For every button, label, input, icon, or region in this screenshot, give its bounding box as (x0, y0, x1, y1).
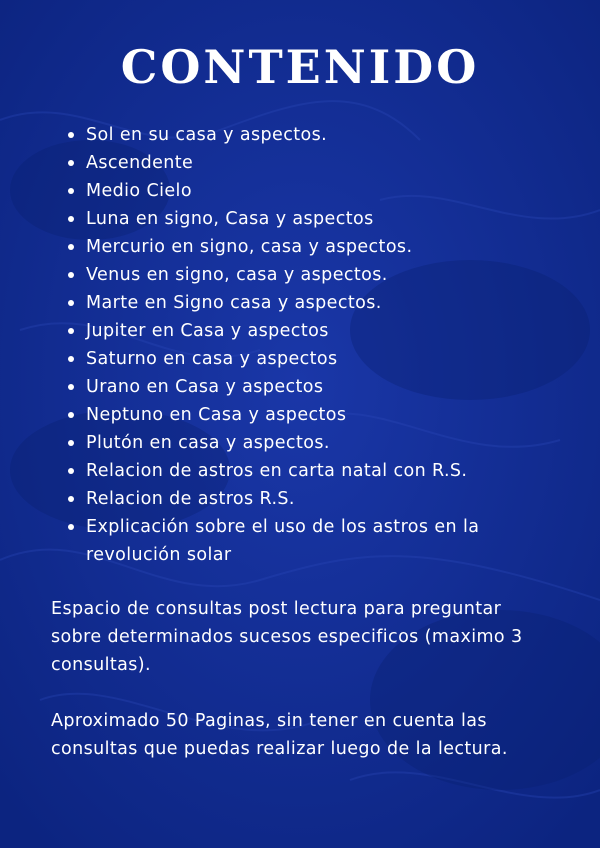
list-item (66, 457, 526, 485)
list-item-text: Marte en Signo casa y aspectos. (86, 293, 382, 313)
bullet-icon (68, 440, 74, 446)
list-item (66, 233, 526, 261)
list-item-text: Urano en Casa y aspectos (86, 377, 324, 397)
list-item-text: Neptuno en Casa y aspectos (86, 405, 347, 425)
bullet-icon (68, 328, 74, 334)
bullet-icon (68, 384, 74, 390)
list-item-text: Sol en su casa y aspectos. (86, 125, 328, 145)
page-title: CONTENIDO (120, 40, 480, 94)
list-item (66, 373, 526, 401)
list-item-text: Saturno en casa y aspectos (86, 349, 338, 369)
list-item (66, 485, 526, 513)
list-item (66, 317, 526, 345)
bullet-icon (68, 132, 74, 138)
paginas-paragraph: Aproximado 50 Paginas, sin tener en cuenta las consultas que puedas realizar luego de la lectura. (51, 711, 508, 759)
list-item (66, 513, 526, 569)
list-item (66, 177, 526, 205)
bullet-icon (68, 496, 74, 502)
consultas-paragraph: Espacio de consultas post lectura para preguntar sobre determinados sucesos especificos (maximo 3 consultas). (51, 599, 523, 675)
list-item-text: Luna en signo, Casa y aspectos (86, 209, 374, 229)
bullet-icon (68, 244, 74, 250)
list-item-text: Plutón en casa y aspectos. (86, 433, 330, 453)
bullet-icon (68, 300, 74, 306)
list-item-text: Explicación sobre el uso de los astros en la revolución solar (86, 517, 480, 565)
list-item (66, 261, 526, 289)
bullet-icon (68, 160, 74, 166)
list-item-text: Venus en signo, casa y aspectos. (86, 265, 388, 285)
list-item (66, 401, 526, 429)
list-item-text: Jupiter en Casa y aspectos (86, 321, 329, 341)
list-item-text: Medio Cielo (86, 181, 192, 201)
contents-list (66, 121, 526, 569)
bullet-icon (68, 468, 74, 474)
bullet-icon (68, 188, 74, 194)
list-item-text: Mercurio en signo, casa y aspectos. (86, 237, 413, 257)
list-item (66, 121, 526, 149)
list-item (66, 289, 526, 317)
bullet-icon (68, 356, 74, 362)
bullet-icon (68, 412, 74, 418)
list-item-text: Relacion de astros en carta natal con R.S. (86, 461, 468, 481)
bullet-icon (68, 524, 74, 530)
list-item-text: Ascendente (86, 153, 194, 173)
list-item-text: Relacion de astros R.S. (86, 489, 295, 509)
bullet-icon (68, 216, 74, 222)
list-item (66, 149, 526, 177)
list-item (66, 205, 526, 233)
bullet-icon (68, 272, 74, 278)
list-item (66, 429, 526, 457)
list-item (66, 345, 526, 373)
